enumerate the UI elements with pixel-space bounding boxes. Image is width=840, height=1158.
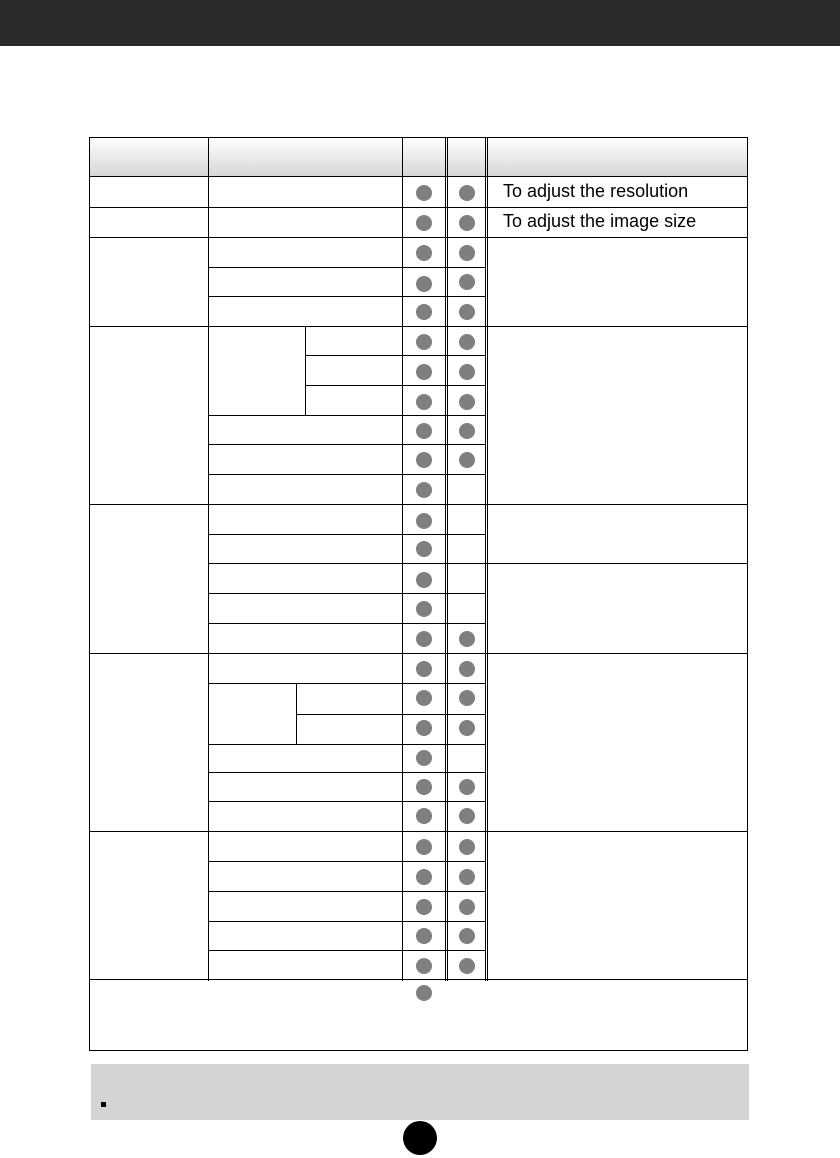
indicator-dot-icon: [459, 274, 475, 290]
table-header: [90, 138, 747, 177]
row-divider: [296, 714, 486, 715]
indicator-dot-icon: [459, 304, 475, 320]
row-divider: [208, 563, 747, 564]
indicator-dot-icon: [416, 720, 432, 736]
indicator-dot-icon: [416, 808, 432, 824]
indicator-dot-icon: [459, 631, 475, 647]
row-divider: [208, 921, 486, 922]
indicator-dot-icon: [416, 245, 432, 261]
row-divider: [296, 683, 486, 684]
indicator-dot-icon: [416, 452, 432, 468]
indicator-dot-icon: [459, 364, 475, 380]
column-divider: [208, 138, 209, 176]
menu-table: [89, 137, 748, 1051]
indicator-dot-icon: [459, 334, 475, 350]
indicator-dot-icon: [459, 899, 475, 915]
indicator-dot-icon: [416, 423, 432, 439]
row-divider: [305, 355, 486, 356]
row-divider: [208, 444, 486, 445]
row-divider: [305, 385, 486, 386]
row-divider: [208, 623, 486, 624]
indicator-dot-icon: [459, 808, 475, 824]
indicator-dot-icon: [416, 572, 432, 588]
indicator-dot-icon: [459, 394, 475, 410]
indicator-dot-icon: [459, 690, 475, 706]
row-description: To adjust the image size: [503, 211, 697, 231]
indicator-dot-icon: [416, 601, 432, 617]
top-header-bar: [0, 0, 840, 46]
indicator-dot-icon: [459, 720, 475, 736]
indicator-dot-icon: [459, 452, 475, 468]
square-bullet-icon: [101, 1102, 106, 1107]
indicator-dot-icon: [416, 985, 432, 1001]
row-divider: [90, 504, 747, 505]
row-divider: [208, 474, 486, 475]
indicator-dot-icon: [459, 869, 475, 885]
note-box: [91, 1064, 749, 1120]
row-divider: [90, 237, 747, 238]
indicator-dot-icon: [416, 631, 432, 647]
indicator-dot-icon: [416, 779, 432, 795]
row-divider: [208, 891, 486, 892]
indicator-dot-icon: [416, 928, 432, 944]
column-divider: [485, 138, 488, 176]
indicator-dot-icon: [459, 839, 475, 855]
row-divider: [90, 979, 747, 980]
row-divider: [90, 326, 747, 327]
indicator-dot-icon: [416, 304, 432, 320]
column-divider: [402, 138, 403, 176]
indicator-dot-icon: [416, 394, 432, 410]
page-marker-icon: [403, 1121, 437, 1155]
indicator-dot-icon: [416, 334, 432, 350]
row-divider: [208, 296, 486, 297]
column-divider: [445, 138, 448, 176]
indicator-dot-icon: [416, 750, 432, 766]
row-divider: [208, 950, 486, 951]
indicator-dot-icon: [416, 690, 432, 706]
row-divider: [208, 744, 486, 745]
row-divider: [208, 593, 486, 594]
row-divider: [208, 683, 296, 684]
indicator-dot-icon: [459, 245, 475, 261]
indicator-dot-icon: [416, 215, 432, 231]
row-divider: [90, 207, 747, 208]
indicator-dot-icon: [416, 364, 432, 380]
indicator-dot-icon: [459, 958, 475, 974]
row-divider: [208, 534, 486, 535]
indicator-dot-icon: [416, 541, 432, 557]
row-divider: [208, 415, 486, 416]
sub-column-divider: [305, 326, 306, 415]
row-divider: [90, 653, 747, 654]
indicator-dot-icon: [416, 185, 432, 201]
indicator-dot-icon: [459, 928, 475, 944]
indicator-dot-icon: [416, 958, 432, 974]
row-divider: [208, 801, 486, 802]
row-description: To adjust the resolution: [503, 181, 689, 201]
indicator-dot-icon: [416, 513, 432, 529]
row-divider: [90, 831, 747, 832]
indicator-dot-icon: [416, 661, 432, 677]
indicator-dot-icon: [459, 779, 475, 795]
indicator-dot-icon: [416, 869, 432, 885]
indicator-dot-icon: [416, 899, 432, 915]
row-divider: [208, 267, 486, 268]
indicator-dot-icon: [459, 423, 475, 439]
indicator-dot-icon: [459, 215, 475, 231]
row-divider: [208, 861, 486, 862]
indicator-dot-icon: [459, 661, 475, 677]
indicator-dot-icon: [416, 482, 432, 498]
indicator-dot-icon: [459, 185, 475, 201]
indicator-dot-icon: [416, 839, 432, 855]
row-divider: [208, 772, 486, 773]
indicator-dot-icon: [416, 276, 432, 292]
